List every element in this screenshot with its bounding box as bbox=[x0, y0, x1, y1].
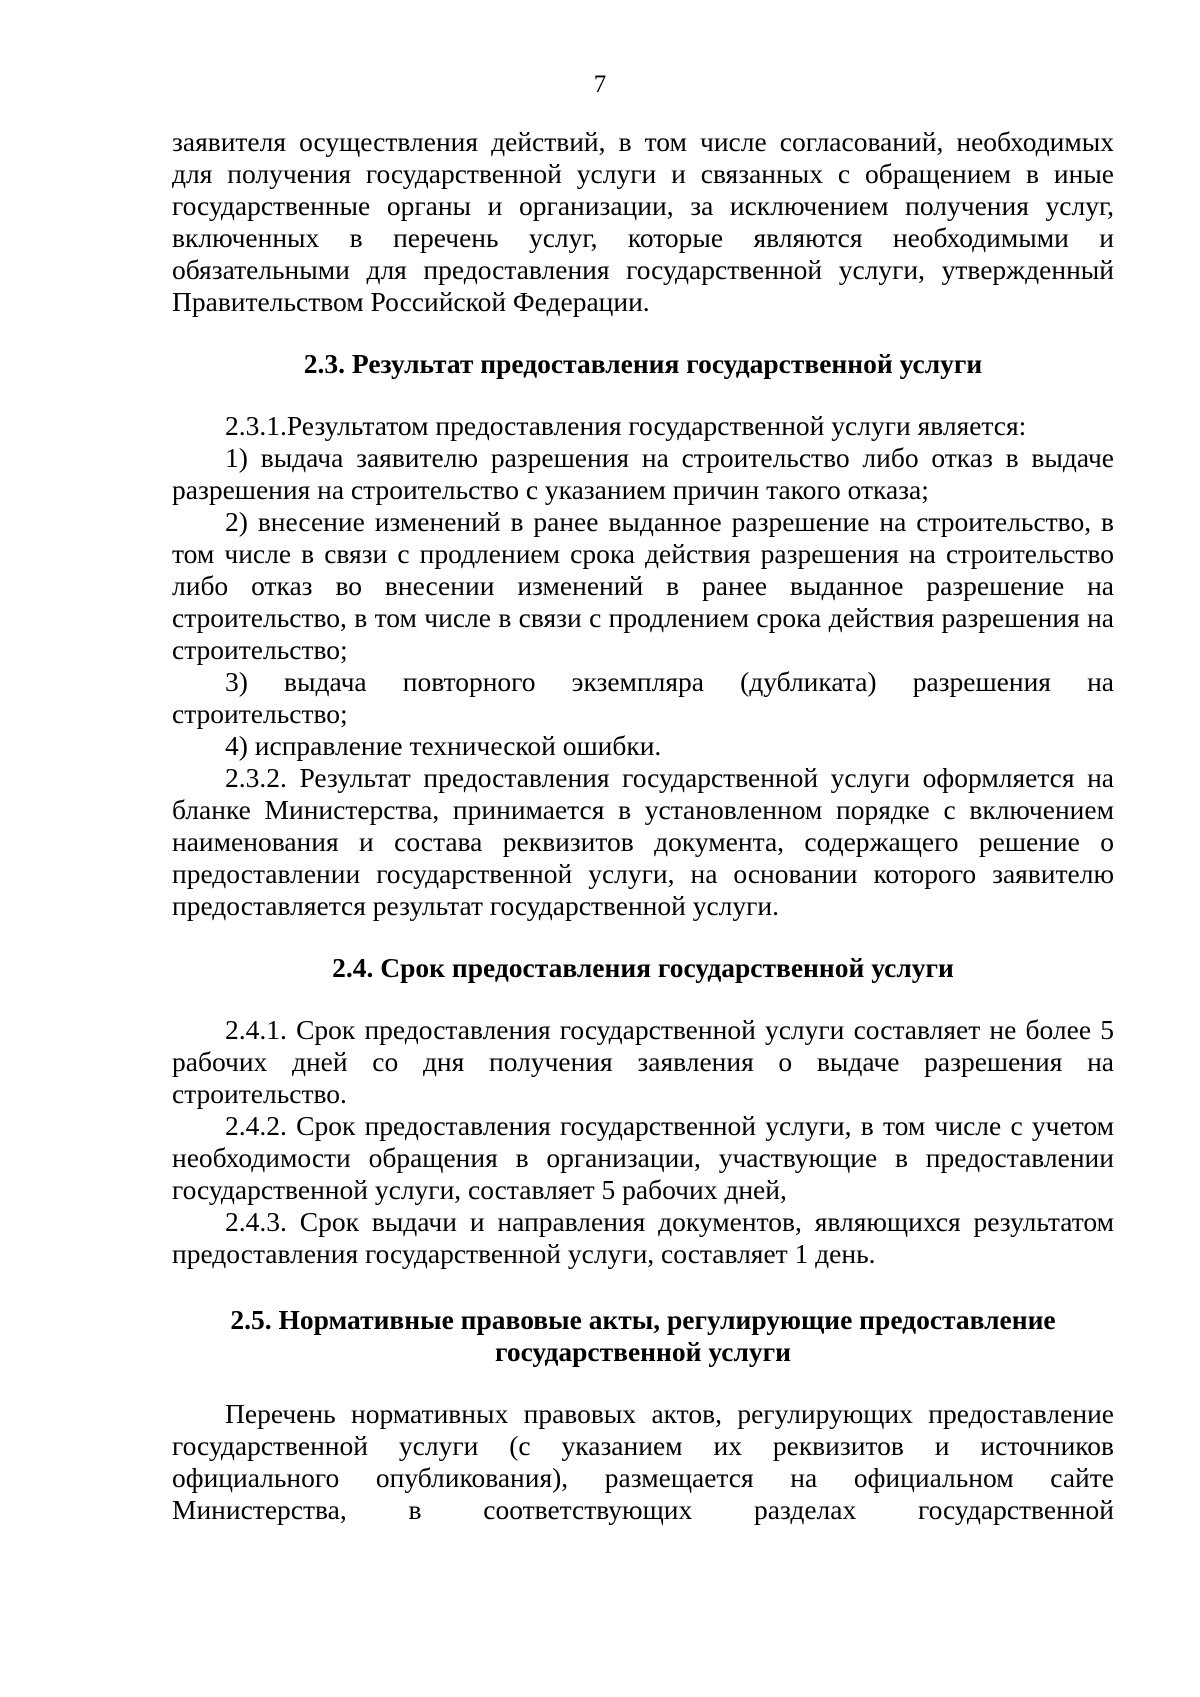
page-number: 7 bbox=[593, 71, 607, 98]
section-2-3-paragraph-1: 2.3.1.Результатом предоставления государственной услуги является: bbox=[225, 410, 1027, 441]
section-2-3-paragraph-2: 1) выдача заявителю разрешения на строительство либо отказ в выдаче разрешения на строительство с указанием причин такого отказа; bbox=[172, 442, 1114, 505]
section-2-3-paragraph-3: 2) внесение изменений в ранее выданное разрешение на строительство, в том числе в связи с продлением срока действия разрешения на строительство либо отказ во внесении изменений в ранее выданное разрешение на строительство, в том числе в связи с продлением срока действия разрешения на строительство; bbox=[172, 506, 1114, 665]
section-2-5-heading-line-1: 2.5. Нормативные правовые акты, регулирующие предоставление bbox=[230, 1304, 1056, 1335]
section-2-5-heading-line-2: государственной услуги bbox=[495, 1336, 791, 1367]
document-body bbox=[172, 126, 1114, 1526]
section-2-3-paragraph-5: 4) исправление технической ошибки. bbox=[225, 730, 662, 761]
section-2-4-paragraph-2: 2.4.2. Срок предоставления государственной услуги, в том числе с учетом необходимости обращения в организации, участвующие в предоставлении государственной услуги, составляет 5 рабочих дней, bbox=[172, 1110, 1114, 1205]
section-2-5-paragraph-1: Перечень нормативных правовых актов, регулирующих предоставление государственной услуги (с указанием их реквизитов и источников официального опубликования), размещается на официальном сайте Министерства, в соответствующих разделах государственной bbox=[172, 1398, 1114, 1525]
section-2-3-paragraph-6: 2.3.2. Результат предоставления государственной услуги оформляется на бланке Министерства, принимается в установленном порядке с включением наименования и состава реквизитов документа, содержащего решение о предоставлении государственной услуги, на основании которого заявителю предоставляется результат государственной услуги. bbox=[172, 762, 1114, 921]
section-2-4-heading: 2.4. Срок предоставления государственной услуги bbox=[332, 952, 954, 983]
section-2-3-paragraph-4: 3) выдача повторного экземпляра (дубликата) разрешения на строительство; bbox=[172, 666, 1114, 729]
section-2-4-paragraph-1: 2.4.1. Срок предоставления государственной услуги составляет не более 5 рабочих дней со дня получения заявления о выдаче разрешения на строительство. bbox=[172, 1014, 1114, 1109]
section-2-4-paragraph-3: 2.4.3. Срок выдачи и направления документов, являющихся результатом предоставления государственной услуги, составляет 1 день. bbox=[172, 1206, 1114, 1269]
section-2-5-heading bbox=[172, 1304, 1114, 1368]
intro-paragraph: заявителя осуществления действий, в том числе согласований, необходимых для получения государственной услуги и связанных с обращением в иные государственные органы и организации, за исключением получения услуг, включенных в перечень услуг, которые являются необходимыми и обязательными для предоставления государственной услуги, утвержденный Правительством Российской Федерации. bbox=[172, 126, 1114, 317]
section-2-3-heading: 2.3. Результат предоставления государственной услуги bbox=[303, 348, 983, 379]
